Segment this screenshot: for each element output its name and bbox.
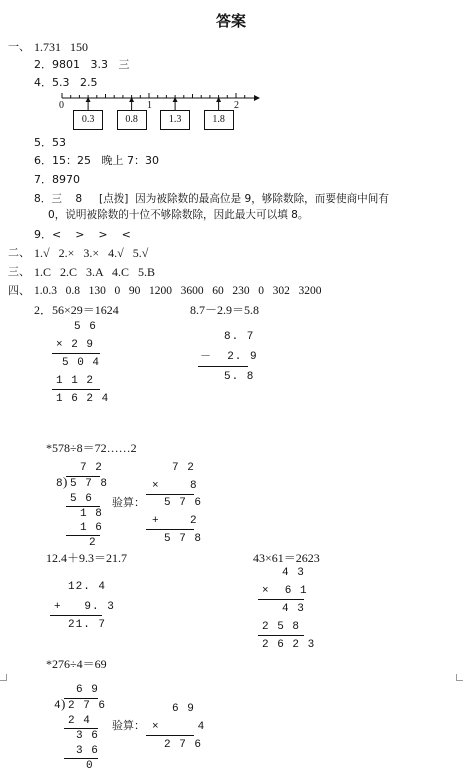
equation-a: 2．56×29＝1624 <box>34 303 119 317</box>
number-line-tick-0: 0 <box>59 100 64 111</box>
answer-1-6: 6．15：25 晚上 7：30 <box>34 154 159 167</box>
equation-d: 12.4＋9.3＝21.7 <box>46 551 128 565</box>
number-line <box>0 0 464 140</box>
equation-e: 43×61＝2623 <box>253 551 320 565</box>
section-1-marker: 一、 <box>8 40 30 53</box>
equation-b: 8.7－2.9＝5.8 <box>190 303 260 317</box>
equation-c: *578÷8＝72……2 <box>46 441 137 455</box>
equation-f: *276÷4＝69 <box>46 657 107 671</box>
answer-1-2: 2．9801 3.3 三 <box>34 58 130 71</box>
number-line-box-1: 0.8 <box>117 110 147 130</box>
answer-1-7: 7．8970 <box>34 173 80 186</box>
section-3-answers: 1.C 2.C 3.A 4.C 5.B <box>34 265 156 279</box>
answer-1-1: 1.731 150 <box>34 40 88 54</box>
number-line-tick-2: 2 <box>234 100 239 111</box>
section-2-marker: 二、 <box>8 246 30 259</box>
crop-mark-left <box>0 674 7 681</box>
check-label-c: 验算： <box>112 496 145 509</box>
number-line-box-0: 0.3 <box>73 110 103 130</box>
section-2-answers: 1.√ 2.× 3.× 4.√ 5.√ <box>34 246 149 260</box>
answer-1-5: 5．53 <box>34 136 66 149</box>
section-4-marker: 四、 <box>8 284 30 297</box>
page-title: 答案 <box>216 12 247 30</box>
check-label-f: 验算： <box>112 719 145 732</box>
crop-mark-right <box>456 674 463 681</box>
section-3-marker: 三、 <box>8 265 30 278</box>
answer-1-8-cont: 0，说明被除数的十位不够除数除，因此最大可以填 8。 <box>48 209 309 221</box>
number-line-box-2: 1.3 <box>160 110 190 130</box>
number-line-box-3: 1.8 <box>204 110 234 130</box>
answer-1-4: 4．5.3 2.5 <box>34 76 98 89</box>
answer-1-8: 8．三 8 [点拨] 因为被除数的最高位是 9，够除数除，而要使商中间有 <box>34 193 389 205</box>
answer-1-9: 9．< > > < <box>34 228 131 241</box>
number-line-tick-1: 1 <box>147 100 152 111</box>
number-line-arrowhead <box>254 95 260 101</box>
section-4-row-1: 1.0.3 0.8 130 0 90 1200 3600 60 230 0 302 3200 <box>34 285 322 297</box>
